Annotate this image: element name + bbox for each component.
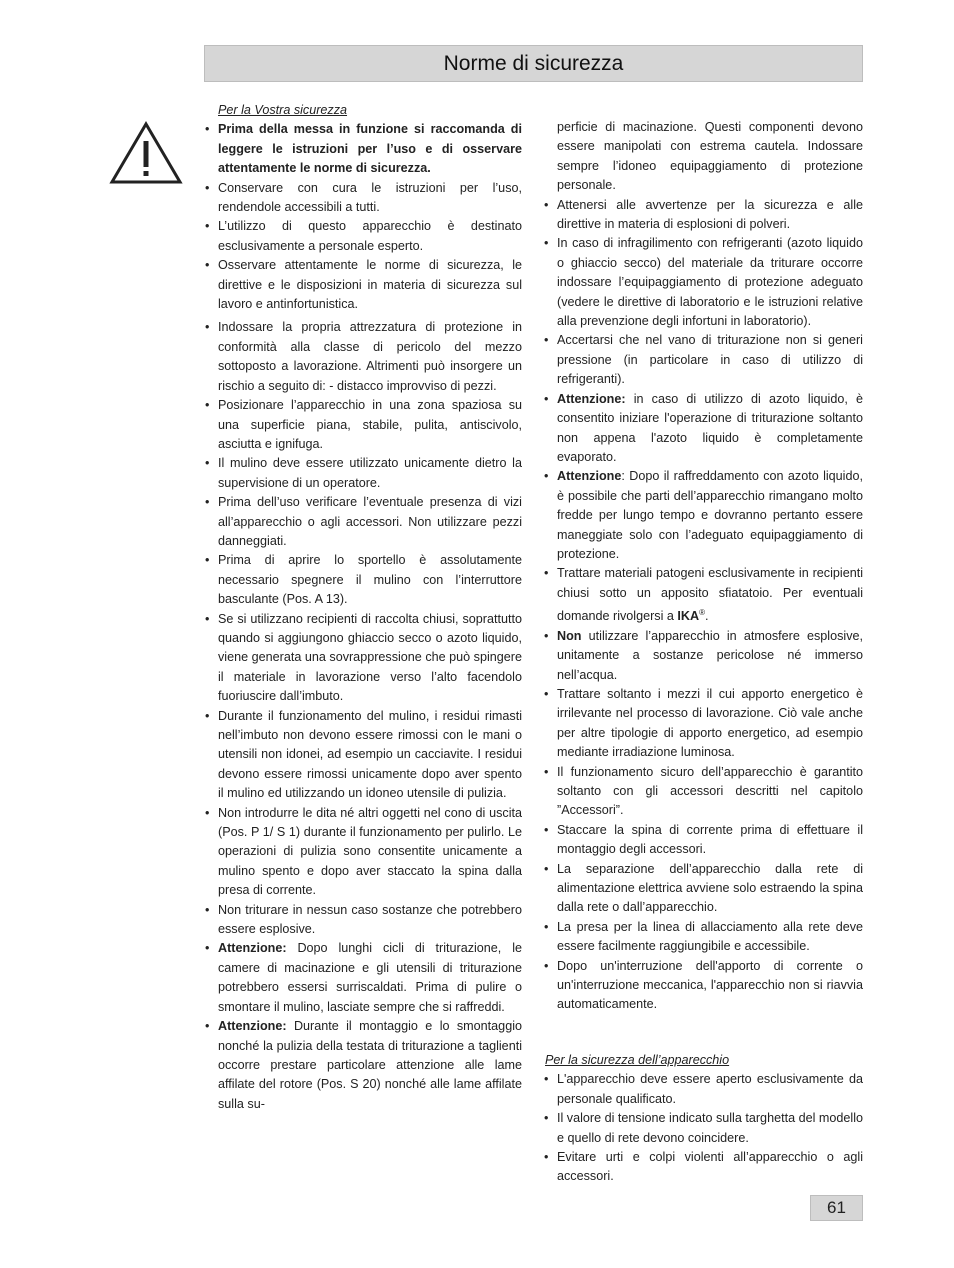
- safety-list-right: [543, 118, 863, 1015]
- list-item: • Attenersi alle avvertenze per la sicurezza e alle direttive in materia di esplosioni di polveri.: [543, 196, 863, 235]
- list-item: • La separazione dell’apparecchio dalla rete di alimentazione elettrica avviene solo estraendo la spina dalla rete o dall’apparecchio.: [543, 860, 863, 918]
- page-title: Norme di sicurezza: [443, 51, 624, 75]
- list-item: • Attenzione: in caso di utilizzo di azoto liquido, è consentito iniziare l'operazione di triturazione soltanto non appena l'azoto liquido è completamente evaporato.: [543, 390, 863, 468]
- list-item: • Prima di aprire lo sportello è assolutamente necessario spegnere il mulino con l’interruttore basculante (Pos. A 13).: [204, 551, 522, 609]
- list-item: • Il funzionamento sicuro dell’apparecchio è garantito soltanto con gli accessori descritti nel capitolo ”Accessori”.: [543, 763, 863, 821]
- list-item: • Durante il funzionamento del mulino, i residui rimasti nell’imbuto non devono essere rimossi con le mani o utensili non idonei, ad esempio un cacciavite. I residui devono essere rimossi unicamente dopo aver spento il mulino ed utilizzando un idoneo utensile di pulizia.: [204, 707, 522, 804]
- list-item: • Evitare urti e colpi violenti all’apparecchio o agli accessori.: [543, 1148, 863, 1187]
- list-item: • Prima dell’uso verificare l’eventuale presenza di vizi all’apparecchio o agli accessori. Non utilizzare pezzi danneggiati.: [204, 493, 522, 551]
- list-item: • Non utilizzare l’apparecchio in atmosfere esplosive, unitamente a sostanze pericolose né immerso nell’acqua.: [543, 627, 863, 685]
- list-item: • Attenzione: Dopo lunghi cicli di triturazione, le camere di macinazione e gli utensili di triturazione potrebbero essersi surriscaldati. Prima di pulire o smontare il mulino, lasciate sempre che si raffreddi.: [204, 939, 522, 1017]
- split-text-part2: perficie di macinazione. Questi componenti devono essere manipolati con estrema cautela. Indossare sempre l’idoneo equipaggiamento di protezione personale.: [557, 120, 863, 193]
- list-item: • Accertarsi che nel vano di triturazione non si generi pressione (in particolare in caso di utilizzo di refrigeranti).: [543, 331, 863, 389]
- list-item: • Trattare materiali patogeni esclusivamente in recipienti chiusi sotto un apposito sfiatatoio. Per eventuali domande rivolgersi a IKA®.: [543, 564, 863, 626]
- list-item: • Conservare con cura le istruzioni per l’uso, rendendole accessibili a tutti.: [204, 179, 522, 218]
- left-column: [204, 101, 522, 1114]
- list-item: • Osservare attentamente le norme di sicurezza, le direttive e le disposizioni in materia di sicurezza sul lavoro e antinfortunistica.: [204, 256, 522, 314]
- list-item: • Il valore di tensione indicato sulla targhetta del modello e quello di rete devono coincidere.: [543, 1109, 863, 1148]
- list-item: • L’utilizzo di questo apparecchio è destinato esclusivamente a personale esperto.: [204, 217, 522, 256]
- warning-triangle-icon: [109, 121, 183, 185]
- list-item: • L'apparecchio deve essere aperto esclusivamente da personale qualificato.: [543, 1070, 863, 1109]
- list-item: • Non introdurre le dita né altri oggetti nel cono di uscita (Pos. P 1/ S 1) durante il funzionamento per pulirlo. Le operazioni di pulizia sono consentite unicamente a mulino spento e dopo aver staccato la spina dalla presa di corrente.: [204, 804, 522, 901]
- safety-list-left: [204, 120, 522, 1114]
- split-text-part1: Durante il montaggio e lo smontaggio nonché la pulizia della testata di triturazione a taglienti occorre prestare particolare attenzione alle lame affilate del rotore (Pos. S 20) nonché alle lame affilate sulla su-: [218, 1019, 522, 1111]
- section-heading-device-safety: Per la sicurezza dell’apparecchio: [545, 1052, 730, 1067]
- list-item: • La presa per la linea di allacciamento alla rete deve essere facilmente raggiungibile e accessibile.: [543, 918, 863, 957]
- list-item: • Dopo un'interruzione dell'apporto di corrente o un'interruzione meccanica, l'apparecchio non si riavvia automaticamente.: [543, 957, 863, 1015]
- title-bar: [204, 45, 863, 82]
- device-safety-section: [543, 1051, 863, 1187]
- page-number: 61: [810, 1195, 863, 1221]
- section-heading-user-safety: Per la Vostra sicurezza: [218, 103, 348, 117]
- list-item: • Indossare la propria attrezzatura di protezione in conformità alla classe di pericolo del mezzo sottoposto a lavorazione. Altrimenti può insorgere un rischio a seguito di: - distacco improvviso di pezzi.: [204, 318, 522, 396]
- list-item: • Attenzione: Dopo il raffreddamento con azoto liquido, è possibile che parti dell’apparecchio rimangano molto fredde per lungo tempo e dovranno pertanto essere maneggiate solo con l’adeguato equipaggiamento di protezione.: [543, 467, 863, 564]
- list-item: • Posizionare l’apparecchio in una zona spaziosa su una superficie piana, stabile, pulita, antiscivolo, asciutta e ignifuga.: [204, 396, 522, 454]
- list-item: • Non triturare in nessun caso sostanze che potrebbero essere esplosive.: [204, 901, 522, 940]
- device-safety-list: [543, 1070, 863, 1186]
- list-item-continued: • Attenzione: Durante il montaggio e lo smontaggio nonché la pulizia della testata di triturazione a taglienti occorre prestare particolare attenzione alle lame affilate del rotore (Pos. S 20) nonché alle lame affilate sulla su-: [204, 1017, 522, 1114]
- list-item: • Se si utilizzano recipienti di raccolta chiusi, soprattutto quando si aggiungono ghiaccio secco o azoto liquido, viene generata una sovrappressione che può spingere il materiale in lavorazione verso l’alto facendolo fuoriuscire dall’imbuto.: [204, 610, 522, 707]
- list-item-continuation: [543, 118, 863, 196]
- right-column: [543, 118, 863, 1187]
- list-item: • Trattare soltanto i mezzi il cui apporto energetico è irrilevante nel processo di lavorazione. Ciò vale anche per altre tipologie di apporto energetico, ad esempio mediante irradiazione luminosa.: [543, 685, 863, 763]
- list-item: • Staccare la spina di corrente prima di effettuare il montaggio degli accessori.: [543, 821, 863, 860]
- list-item: • Il mulino deve essere utilizzato unicamente dietro la supervisione di un operatore.: [204, 454, 522, 493]
- list-item: • In caso di infragilimento con refrigeranti (azoto liquido o ghiaccio secco) del materiale da triturare occorre indossare l’equipaggiamento di protezione adeguato (vedere le direttive di laboratorio e le istruzioni relative alla prevenzione degli infortuni in laboratorio).: [543, 234, 863, 331]
- list-item: • Prima della messa in funzione si raccomanda di leggere le istruzioni per l’uso e di osservare attentamente le norme di sicurezza.: [204, 120, 522, 178]
